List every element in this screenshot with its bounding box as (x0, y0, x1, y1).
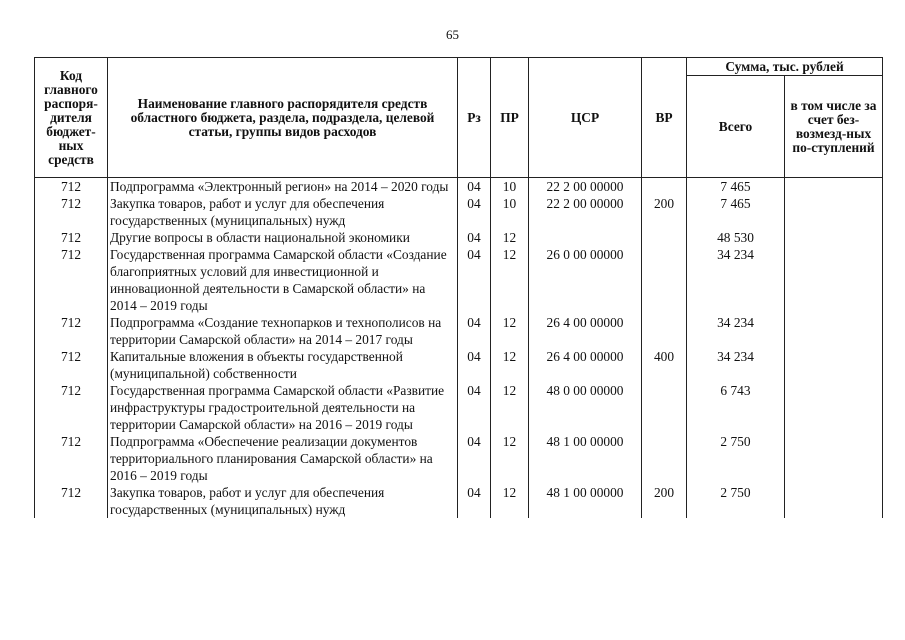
cell-name: Капитальные вложения в объекты государственной (муниципальной) собственности (108, 348, 458, 382)
header-rz: Рз (458, 58, 491, 178)
cell-rz: 04 (458, 484, 491, 518)
cell-name: Государственная программа Самарской области «Создание благоприятных условий для инвестиционной и инновационной деятельности в Самарской области» на 2014 – 2019 годы (108, 246, 458, 314)
cell-name: Государственная программа Самарской области «Развитие инфраструктуры градостроительной деятельности на территории Самарской области» на 2016 – 2019 годы (108, 382, 458, 433)
cell-name: Закупка товаров, работ и услуг для обеспечения государственных (муниципальных) нужд (108, 484, 458, 518)
cell-csr: 26 0 00 00000 (529, 246, 642, 314)
header-code: Код главного распоря-дителя бюджет-ных средств (35, 58, 108, 178)
table-row (35, 246, 883, 314)
cell-pr: 12 (491, 348, 529, 382)
cell-csr: 48 0 00 00000 (529, 382, 642, 433)
cell-csr: 26 4 00 00000 (529, 314, 642, 348)
cell-rz: 04 (458, 433, 491, 484)
cell-code: 712 (35, 229, 108, 246)
header-pr: ПР (491, 58, 529, 178)
cell-total: 2 750 (687, 433, 785, 484)
cell-csr: 22 2 00 00000 (529, 178, 642, 196)
cell-vr (642, 433, 687, 484)
cell-rz: 04 (458, 195, 491, 229)
page-number: 65 (446, 27, 459, 42)
cell-name: Подпрограмма «Обеспечение реализации документов территориального планирования Самарской области» на 2016 – 2019 годы (108, 433, 458, 484)
cell-pr: 12 (491, 484, 529, 518)
cell-total: 2 750 (687, 484, 785, 518)
table-row (35, 314, 883, 348)
cell-csr: 22 2 00 00000 (529, 195, 642, 229)
cell-code: 712 (35, 314, 108, 348)
header-csr: ЦСР (529, 58, 642, 178)
cell-code: 712 (35, 178, 108, 196)
cell-name: Подпрограмма «Электронный регион» на 2014 – 2020 годы (108, 178, 458, 196)
cell-vr (642, 314, 687, 348)
table-row (35, 178, 883, 196)
header-sum: Сумма, тыс. рублей (687, 58, 883, 76)
header-vr: ВР (642, 58, 687, 178)
cell-rz: 04 (458, 229, 491, 246)
cell-gratuitous (785, 348, 883, 382)
table-row (35, 382, 883, 433)
table-row (35, 348, 883, 382)
header-name: Наименование главного распорядителя средств областного бюджета, раздела, подраздела, целевой статьи, группы видов расходов (108, 58, 458, 178)
table-row (35, 433, 883, 484)
header-gratuitous: в том числе за счет без-возмезд-ных по-ступлений (785, 76, 883, 178)
cell-rz: 04 (458, 178, 491, 196)
cell-total: 7 465 (687, 195, 785, 229)
cell-code: 712 (35, 348, 108, 382)
cell-code: 712 (35, 433, 108, 484)
cell-gratuitous (785, 195, 883, 229)
cell-code: 712 (35, 195, 108, 229)
cell-total: 34 234 (687, 348, 785, 382)
cell-pr: 10 (491, 178, 529, 196)
cell-name: Подпрограмма «Создание технопарков и технополисов на территории Самарской области» на 2014 – 2017 годы (108, 314, 458, 348)
cell-rz: 04 (458, 314, 491, 348)
cell-total: 48 530 (687, 229, 785, 246)
cell-pr: 12 (491, 433, 529, 484)
cell-total: 34 234 (687, 314, 785, 348)
cell-csr (529, 229, 642, 246)
cell-pr: 12 (491, 382, 529, 433)
cell-gratuitous (785, 382, 883, 433)
cell-pr: 12 (491, 229, 529, 246)
table-row (35, 484, 883, 518)
cell-total: 6 743 (687, 382, 785, 433)
table-row (35, 195, 883, 229)
header-total: Всего (687, 76, 785, 178)
cell-pr: 12 (491, 246, 529, 314)
cell-csr: 48 1 00 00000 (529, 484, 642, 518)
cell-vr (642, 178, 687, 196)
budget-table (34, 57, 883, 518)
cell-name: Закупка товаров, работ и услуг для обеспечения государственных (муниципальных) нужд (108, 195, 458, 229)
cell-rz: 04 (458, 382, 491, 433)
cell-code: 712 (35, 382, 108, 433)
cell-csr: 26 4 00 00000 (529, 348, 642, 382)
cell-vr: 400 (642, 348, 687, 382)
cell-rz: 04 (458, 246, 491, 314)
cell-name: Другие вопросы в области национальной экономики (108, 229, 458, 246)
cell-gratuitous (785, 314, 883, 348)
cell-vr (642, 382, 687, 433)
cell-gratuitous (785, 178, 883, 196)
cell-vr: 200 (642, 484, 687, 518)
cell-rz: 04 (458, 348, 491, 382)
cell-pr: 12 (491, 314, 529, 348)
cell-csr: 48 1 00 00000 (529, 433, 642, 484)
cell-vr (642, 229, 687, 246)
cell-code: 712 (35, 246, 108, 314)
cell-vr: 200 (642, 195, 687, 229)
header-row-1 (35, 58, 883, 76)
cell-gratuitous (785, 246, 883, 314)
cell-total: 7 465 (687, 178, 785, 196)
cell-gratuitous (785, 484, 883, 518)
cell-pr: 10 (491, 195, 529, 229)
cell-vr (642, 246, 687, 314)
cell-gratuitous (785, 229, 883, 246)
cell-gratuitous (785, 433, 883, 484)
table-row (35, 229, 883, 246)
cell-code: 712 (35, 484, 108, 518)
cell-total: 34 234 (687, 246, 785, 314)
